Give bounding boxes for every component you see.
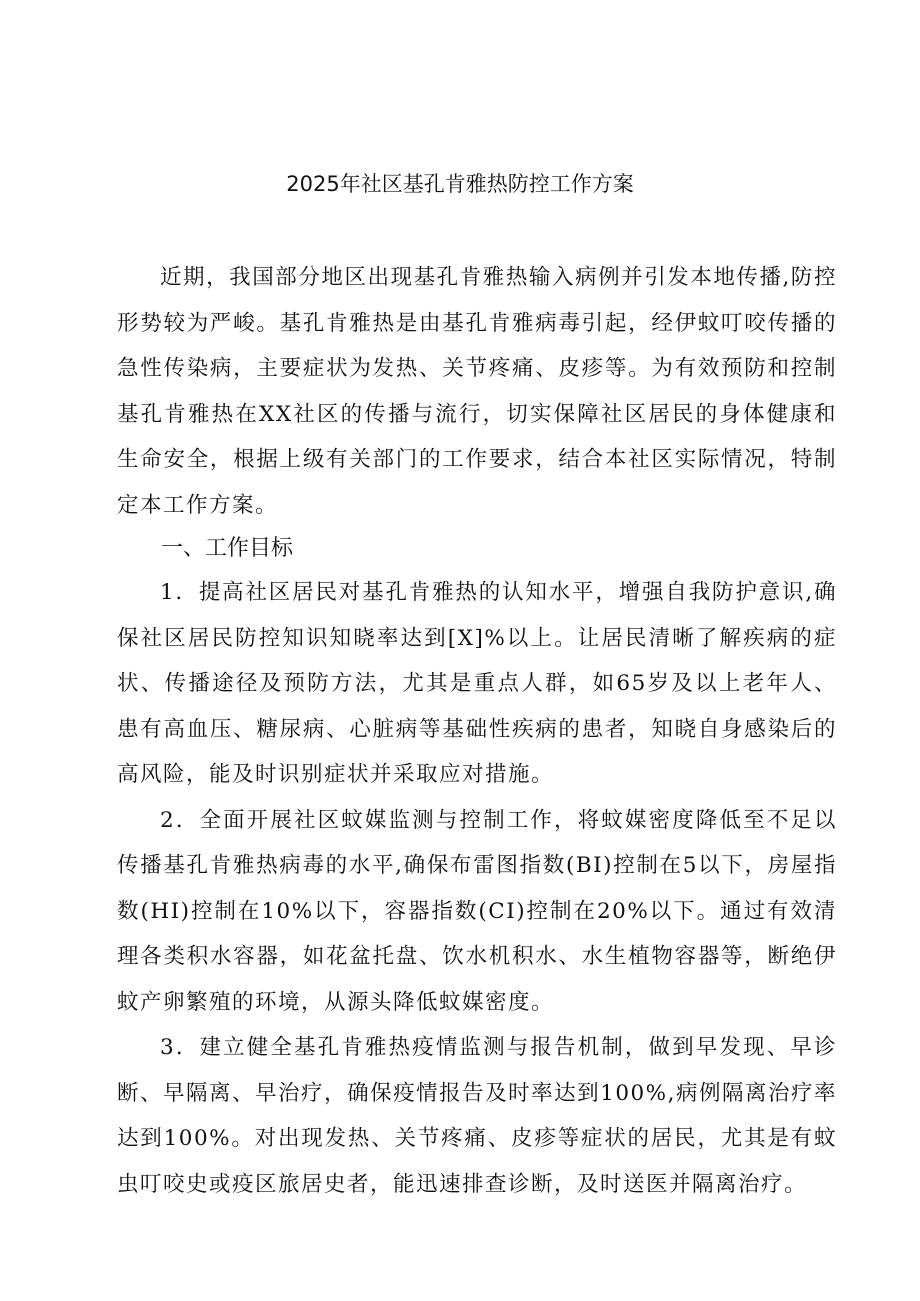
intro-paragraph: 近期，我国部分地区出现基孔肯雅热输入病例并引发本地传播,防控形势较为严峻。基孔肯雅热是由基孔肯雅病毒引起，经伊蚊叮咬传播的急性传染病，主要症状为发热、关节疼痛、皮疹等。为有效预防和控制基孔肯雅热在XX社区的传播与流行，切实保障社区居民的身体健康和生命安全，根据上级有关部门的工作要求，结合本社区实际情况，特制定本工作方案。 [117, 265, 837, 518]
goal-item-2: 2．全面开展社区蚊媒监测与控制工作，将蚊媒密度降低至不足以传播基孔肯雅热病毒的水平,确保布雷图指数(BI)控制在5以下，房屋指数(HI)控制在10%以下，容器指数(CI)控制在20%以下。通过有效清理各类积水容器，如花盆托盘、饮水机积水、水生植物容器等，断绝伊蚊产卵繁殖的环境，从源头降低蚊媒密度。 [117, 807, 837, 1015]
document-title: 2025年社区基孔肯雅热防控工作方案 [286, 172, 634, 196]
goal-item-3: 3．建立健全基孔肯雅热疫情监测与报告机制，做到早发现、早诊断、早隔离、早治疗，确保疫情报告及时率达到100%,病例隔离治疗率达到100%。对出现发热、关节疼痛、皮疹等症状的居民，尤其是有蚊虫叮咬史或疫区旅居史者，能迅速排查诊断，及时送医并隔离治疗。 [117, 1035, 837, 1197]
section-heading-goals: 一、工作目标 [161, 536, 294, 561]
document-body [117, 255, 837, 1207]
goal-item-1: 1．提高社区居民对基孔肯雅热的认知水平，增强自我防护意识,确保社区居民防控知识知晓率达到[X]%以上。让居民清晰了解疾病的症状、传播途径及预防方法，尤其是重点人群，如65岁及以上老年人、患有高血压、糖尿病、心脏病等基础性疾病的患者，知晓自身感染后的高风险，能及时识别症状并采取应对措施。 [117, 580, 837, 787]
